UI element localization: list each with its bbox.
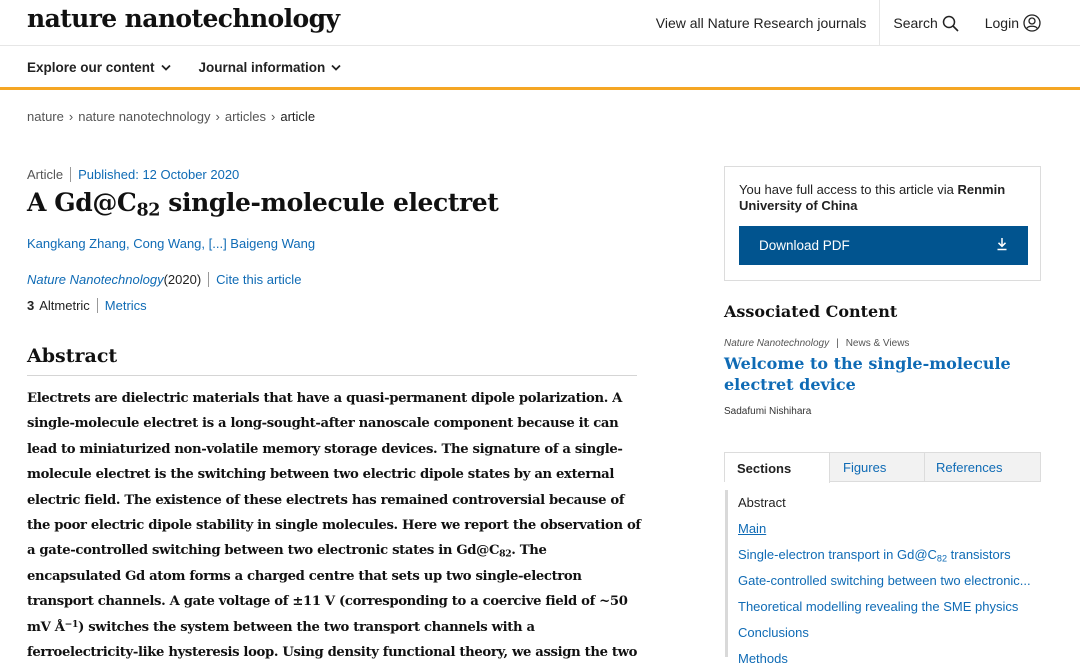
section-methods[interactable]: Methods (738, 651, 788, 666)
search-button[interactable] (880, 0, 971, 46)
associated-content-heading: Associated Content (724, 302, 898, 321)
tab-figures[interactable]: Figures (830, 453, 925, 481)
abstract-subscript: 82 (499, 548, 512, 560)
abstract-line: single-molecule electret is a long-sought-after nanoscale component because it can (27, 416, 619, 432)
abstract-line: ferroelectricity-like hysteresis loop. Using density functional theory, we assign the two (27, 645, 638, 661)
section-subscript: 82 (936, 553, 948, 564)
sidebar-tabs (724, 452, 1041, 482)
login-label: Login (984, 15, 1019, 31)
cite-article-link[interactable]: Cite this article (216, 272, 302, 287)
abstract-line: electric field. The existence of these electrets has remained controversial because of (27, 492, 625, 508)
abstract-line: molecule electret is the switching between two electric dipole states by an external (27, 467, 615, 483)
header-links (643, 0, 1080, 46)
explore-content-menu[interactable] (27, 60, 171, 75)
meta-divider (97, 298, 98, 313)
section-conclusions[interactable]: Conclusions (738, 625, 809, 640)
breadcrumb-separator: › (215, 109, 220, 124)
altmetric-label: Altmetric (39, 298, 90, 313)
breadcrumb-nature[interactable]: nature (27, 109, 64, 124)
article-meta (27, 167, 239, 182)
chevron-down-icon (331, 64, 341, 71)
published-date-link[interactable]: Published: 12 October 2020 (78, 167, 240, 182)
site-header (0, 0, 1080, 46)
section-text-part: Single-electron transport in Gd@C (738, 547, 937, 562)
section-gate-controlled-switching[interactable]: Gate-controlled switching between two electronic... (738, 573, 1031, 588)
article-title (27, 188, 499, 221)
section-text-part: transistors (947, 547, 1011, 562)
abstract-text-part: ) switches the system between the two transport channels with a (78, 619, 535, 635)
publication-year: (2020) (163, 272, 202, 287)
breadcrumb-separator: › (68, 109, 74, 124)
title-prefix: A Gd@C (27, 188, 137, 217)
associated-article-link[interactable]: Welcome to the single-molecule electret device (724, 354, 1011, 394)
abstract-line (27, 615, 639, 640)
access-text: You have full access to this article via (739, 182, 958, 197)
altmetric-count: 3 (27, 298, 35, 313)
sections-list (725, 490, 1045, 666)
title-suffix: single-molecule electret (160, 188, 499, 217)
title-subscript: 82 (136, 200, 160, 221)
altmetric-line (27, 298, 147, 313)
access-box (724, 166, 1041, 281)
journal-information-label: Journal information (198, 59, 326, 75)
associated-journal: Nature Nanotechnology (724, 338, 830, 349)
abstract-heading: Abstract (27, 345, 637, 376)
breadcrumb-separator: › (271, 109, 276, 124)
abstract-line: transport channels. A gate voltage of ±11 V (corresponding to a coercive field of ~50 (27, 594, 628, 610)
abstract-text (27, 386, 639, 665)
author-list[interactable]: Kangkang Zhang, Cong Wang, [...] Baigeng Wang (27, 236, 316, 251)
abstract-line: lead to miniaturized non-volatile memory storage devices. The signature of a single- (27, 441, 623, 457)
search-icon (942, 15, 959, 32)
abstract-line: encapsulated Gd atom forms a charged centre that sets up two single-electron (27, 568, 582, 584)
journal-citation-line (27, 272, 301, 287)
explore-content-label: Explore our content (27, 59, 155, 75)
associated-type: News & Views (845, 338, 910, 349)
abstract-line: Electrets are dielectric materials that have a quasi-permanent dipole polarization. A (27, 391, 623, 406)
sub-navigation (0, 47, 1080, 90)
access-message (739, 182, 1031, 214)
metrics-link[interactable]: Metrics (104, 298, 147, 313)
download-pdf-label: Download PDF (759, 238, 850, 253)
associated-content-meta (724, 338, 909, 349)
meta-pipe: | (836, 338, 839, 349)
section-theoretical-modelling[interactable]: Theoretical modelling revealing the SME physics (738, 599, 1019, 614)
tab-references[interactable]: References (936, 459, 1003, 475)
abstract-superscript: −1 (64, 618, 79, 630)
journal-information-menu[interactable] (199, 60, 342, 75)
abstract-text-part: . The (511, 543, 547, 559)
abstract-text-part: a gate-controlled switching between two electronic states in Gd@C (27, 543, 500, 559)
tab-sections[interactable]: Sections (725, 453, 830, 483)
login-button[interactable] (972, 0, 1080, 46)
user-icon (1023, 14, 1041, 32)
section-main[interactable]: Main (738, 521, 767, 536)
breadcrumb-nature-nanotechnology[interactable]: nature nanotechnology (78, 109, 211, 124)
institution-name: Renmin University of China (739, 182, 1006, 213)
download-pdf-button[interactable] (739, 226, 1028, 265)
section-single-electron-transport[interactable] (738, 547, 1011, 562)
download-icon (996, 237, 1008, 251)
journal-logo[interactable]: nature nanotechnology (27, 4, 340, 33)
associated-author: Sadafumi Nishihara (724, 406, 812, 417)
abstract-line: the poor electric dipole stability in single molecules. Here we report the observation of (27, 518, 641, 534)
all-journals-link[interactable]: View all Nature Research journals (655, 15, 867, 31)
section-abstract[interactable]: Abstract (738, 495, 786, 510)
abstract-text-part: mV Å (27, 619, 65, 635)
breadcrumb-article: article (280, 109, 316, 124)
chevron-down-icon (161, 64, 171, 71)
abstract-line (27, 538, 639, 563)
meta-divider (208, 272, 209, 287)
search-label: Search (893, 15, 938, 31)
journal-name-link[interactable]: Nature Nanotechnology (27, 272, 164, 287)
article-type: Article (27, 167, 64, 182)
meta-divider (70, 167, 71, 182)
breadcrumb (27, 109, 315, 124)
breadcrumb-articles[interactable]: articles (224, 109, 267, 124)
